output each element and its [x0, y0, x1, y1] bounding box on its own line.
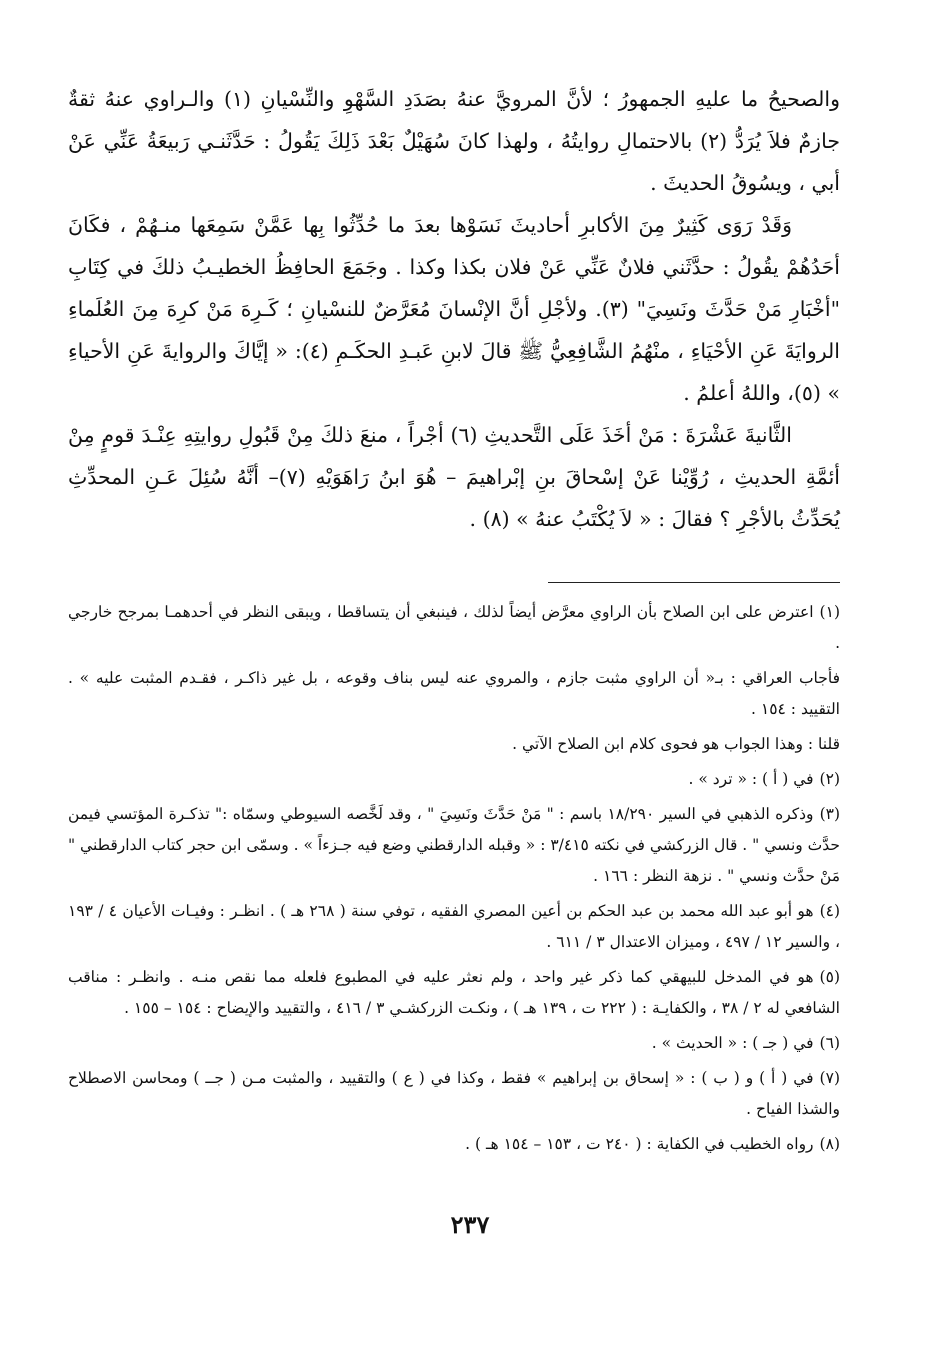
footnote-text: اعترض على ابن الصلاح بأن الراوي معرَّض أيضاً لذلك ، فينبغي أن يتساقطا ، ويبقى النظر في أحدهمـا بمرجح خارجي . — [68, 603, 840, 652]
page-number: ٢٣٧ — [450, 1210, 490, 1239]
footnote-1-cont-b — [68, 729, 840, 760]
footnote-4 — [68, 896, 840, 958]
book-page — [68, 78, 840, 1361]
footnote-text: قلنا : وهذا الجواب هو فحوى كلام ابن الصلاح الآتي . — [512, 735, 840, 753]
paragraph-3: الثَّانيةَ عَشْرَةَ : مَنْ أخَذَ عَلَى التَّحديثِ (٦) أجْراً ، منعَ ذلكَ مِنْ قَبُولِ روايتِهِ عِنْـدَ قومٍ مِنْ أئمَّةِ الحديثِ ، رُوِّيْنا عَنْ إسْحاقَ بنِ إبْراهيمَ – هُوَ ابنُ رَاهَوَيْهِ (٧)– أنَّهُ سُئِلَ عَـنِ المحدِّثِ يُحَدِّثُ بالأجْرِ ؟ فقالَ : « لاَ يُكْتَبُ عنهُ » (٨) . — [68, 423, 840, 531]
footnote-text: هو في المدخل للبيهقي كما ذكر غير واحد ، ولم نعثر عليه في المطبوع فلعله مما نقص منـه . وانظـر : مناقب الشافعي له ٢ / ٣٨ ، والكفايـة : ( ٢٢٢ ت ، ١٣٩ هـ ) ، ونكـت الزركشـي ٣ / ٤١٦ ، والتقييد والإيضاح : ١٥٤ – ١٥٥ . — [68, 968, 840, 1017]
footnote-text: في ( أ ) : « ترد » . — [688, 770, 814, 788]
footnote-text: هو أبو عبد الله محمد بن عبد الحكم بن أعين المصري الفقيه ، توفي سنة ( ٢٦٨ هـ ) . انظـر : وفيـات الأعيان ٤ / ١٩٣ ، والسير ١٢ / ٤٩٧ ، وميزان الاعتدال ٣ / ٦١١ . — [68, 902, 840, 951]
footnote-number: (٧) — [819, 1069, 840, 1087]
footnote-6 — [68, 1028, 840, 1059]
footnote-number: (٢) — [819, 770, 840, 788]
footnote-2 — [68, 764, 840, 795]
footnote-text: فأجاب العراقي : بـ« أن الراوي مثبت جازم ، والمروي عنه ليس بناف وقوعه ، بل غير ذاكـر ، فقـدم المثبت عليه » . التقييد : ١٥٤ . — [68, 669, 840, 718]
footnote-number: (٨) — [819, 1135, 840, 1153]
footnote-divider — [548, 582, 840, 583]
footnote-number: (٣) — [819, 805, 841, 823]
paragraph-1: والصحيحُ ما عليهِ الجمهورُ ؛ لأنَّ المرويَّ عنهُ بصَدَدِ السَّهْوِ والنِّسْيانِ (١) والـراوي عنهُ ثقةٌ جازمٌ فلاَ يُرَدُّ (٢) بالاحتمالِ روايتُهُ ، ولهذا كانَ سُهَيْلٌ بَعْدَ ذَلِكَ يَقُولُ : حَدَّثَنـي رَبيعَةُ عَنِّي عَنْ أبي ، ويسُوقُ الحديثَ . — [68, 87, 840, 195]
footnote-1 — [68, 597, 840, 659]
footnotes — [68, 597, 840, 1160]
paragraph-2: وَقَدْ رَوَى كَثِيرٌ مِنَ الأكابرِ أحاديثَ نَسَوْها بعدَ ما حُدِّثُوا بِها عَمَّنْ سَمِعَها منـهُمْ ، فكَانَ أحَدُهُمْ يقُولُ : حدَّثَني فلانٌ عَنِّي عَنْ فلان بكذا وكذا . وجَمَعَ الحافِظُ الخطيـبُ ذلكَ في كِتَابِ "أخْبَارِ مَنْ حَدَّثَ ونَسِيَ" (٣). ولأجْلِ أنَّ الإنْسانَ مُعَرَّضٌ للنسْيانِ ؛ كَـرِهَ مَنْ كرِهَ مِنَ العُلَماءِ الروايَةَ عَنِ الأحْيَاءِ ، منْهُمُ الشَّافِعِيُّ ﷺ قالَ لابنِ عَبـدِ الحكَـمِ (٤): « إيَّاكَ والروايةَ عَنِ الأحياءِ » (٥)، واللهُ أعلمُ . — [68, 213, 841, 405]
footnote-text: في ( أ ) و ( ب ) : « إسحاق بن إبراهيم » فقط ، وكذا في ( ع ) والتقييد ، والمثبت مـن ( جــ ) ومحاسن الاصطلاح والشذا الفياح . — [68, 1069, 840, 1118]
footnote-number: (١) — [819, 603, 840, 621]
footnote-1-cont-a — [68, 663, 840, 725]
footnote-number: (٤) — [819, 902, 841, 920]
footnote-text: في ( جـ ) : « الحديث » . — [651, 1034, 814, 1052]
footnote-7 — [68, 1063, 840, 1125]
footnote-5 — [68, 962, 840, 1024]
footnote-text: رواه الخطيب في الكفاية : ( ٢٤٠ ت ، ١٥٣ – ١٥٤ هـ ) . — [465, 1135, 814, 1153]
footnote-8 — [68, 1129, 840, 1160]
footnote-text: وذكره الذهبي في السير ١٨/٢٩٠ باسم : " مَنْ حَدَّثَ ونَسِيَ " ، وقد لَخَّصه السيوطي وسمّاه :" تذكـرة المؤتسي فيمن حدَّث ونسي " . قال الزركشي في نكته ٣/٤١٥ : « وقبله الدارقطني وضع فيه جـزءاً » . وسمّى ابن حجر كتاب الدارقطني " مَنْ حدَّث ونسي " . نزهة النظر : ١٦٦ . — [67, 805, 840, 885]
footnote-number: (٥) — [819, 968, 840, 986]
footnote-number: (٦) — [819, 1034, 840, 1052]
main-text — [68, 78, 840, 540]
footnote-3 — [68, 799, 840, 892]
